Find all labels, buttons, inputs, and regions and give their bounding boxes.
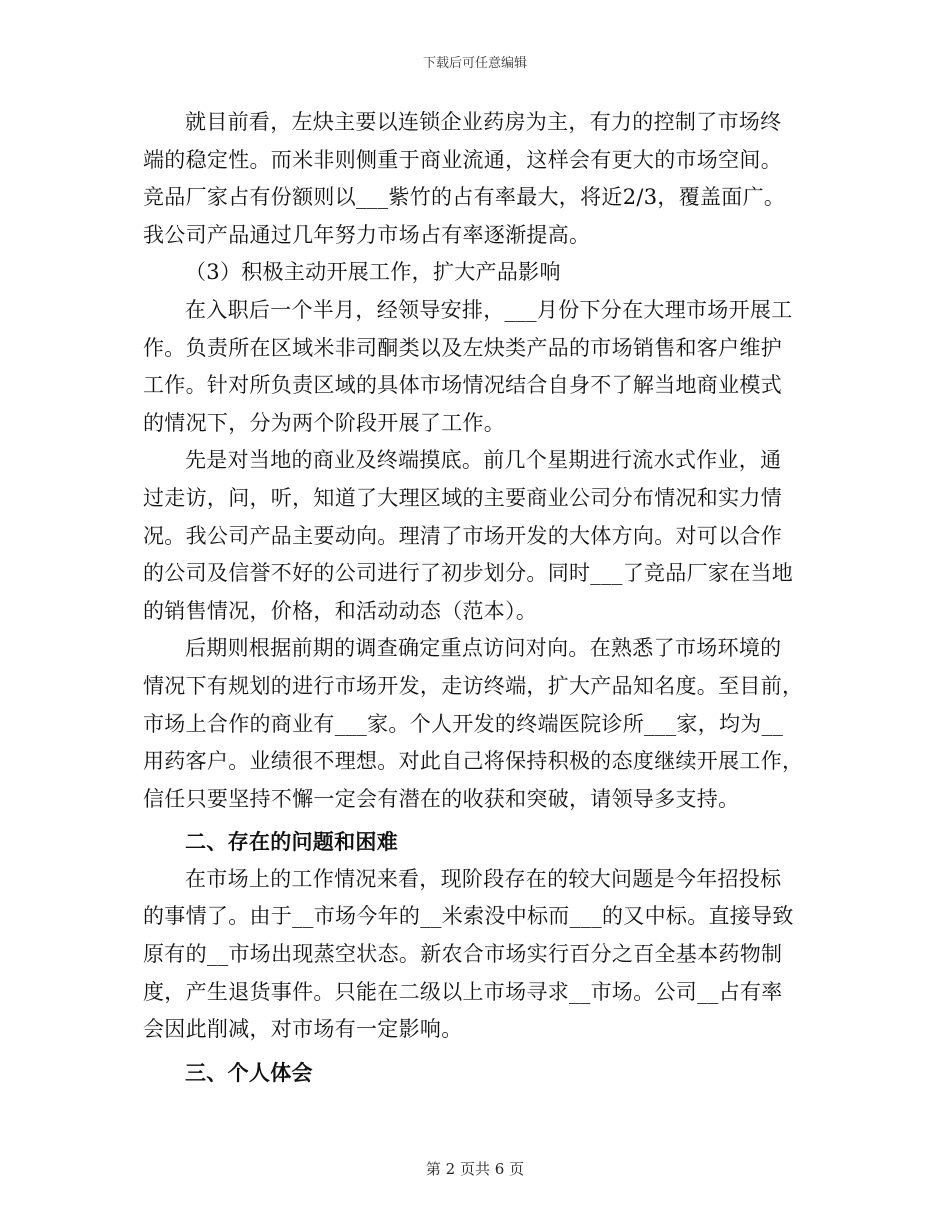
paragraph-line: 信任只要坚持不懈一定会有潜在的收获和突破，请领导多支持。 — [143, 786, 740, 811]
paragraph-line: 的情况下，分为两个阶段开展了工作。 — [143, 410, 506, 435]
page-header: 下载后可任意编辑 — [422, 56, 527, 71]
section-heading: 三、个人体会 — [185, 1059, 313, 1085]
document-body — [143, 104, 809, 1091]
paragraph-line: 竞品厂家占有份额则以___紫竹的占有率最大，将近2/3，覆盖面广。 — [143, 185, 786, 210]
paragraph-line: 市场上合作的商业有___家。个人开发的终端医院诊所___家，均为__ — [143, 711, 784, 736]
paragraph-line: 就目前看，左炔主要以连锁企业药房为主，有力的控制了市场终 — [185, 110, 782, 134]
paragraph-line: 过走访，问，听，知道了大理区域的主要商业公司分布情况和实力情 — [143, 485, 782, 510]
paragraph-line: 情况下有规划的进行市场开发，走访终端，扩大产品知名度。至目前， — [143, 673, 804, 698]
paragraph-line: 作。负责所在区域米非司酮类以及左炔类产品的市场销售和客户维护 — [143, 335, 782, 360]
paragraph-line: 先是对当地的商业及终端摸底。前几个星期进行流水式作业，通 — [185, 448, 782, 473]
paragraph-line: 况。我公司产品主要动向。理清了市场开发的大体方向。对可以合作 — [143, 523, 782, 548]
paragraph-line: 我公司产品通过几年努力市场占有率逐渐提高。 — [143, 222, 591, 247]
paragraph-line: 工作。针对所负责区域的具体市场情况结合自身不了解当地商业模式 — [143, 373, 782, 398]
paragraph-line: 的事情了。由于__市场今年的__米索没中标而___的又中标。直接导致 — [143, 904, 794, 929]
paragraph-line: 用药客户。业绩很不理想。对此自己将保持积极的态度继续开展工作， — [143, 749, 804, 774]
paragraph-line: 会因此削减，对市场有一定影响。 — [143, 1017, 463, 1042]
paragraph-line: 度，产生退货事件。只能在二级以上市场寻求__市场。公司__占有率 — [143, 979, 783, 1004]
paragraph-line: 在入职后一个半月，经领导安排，___月份下分在大理市场开展工 — [185, 297, 793, 322]
paragraph-line: 的公司及信誉不好的公司进行了初步划分。同时___了竞品厂家在当地 — [143, 561, 794, 586]
section-heading: 二、存在的问题和困难 — [185, 829, 398, 855]
paragraph-line: 的销售情况，价格，和活动动态（范本）。 — [143, 598, 538, 623]
paragraph-line: 后期则根据前期的调查确定重点访问对向。在熟悉了市场环境的 — [185, 636, 782, 661]
page-footer: 第 2 页共 6 页 — [425, 1160, 525, 1178]
paragraph-line: 原有的__市场出现蒸空状态。新农合市场实行百分之百全基本药物制 — [143, 942, 783, 967]
subsection-title: （3）积极主动开展工作，扩大产品影响 — [185, 260, 561, 285]
paragraph-line: 在市场上的工作情况来看，现阶段存在的较大问题是今年招投标 — [185, 866, 782, 891]
paragraph-line: 端的稳定性。而米非则侧重于商业流通，这样会有更大的市场空间。 — [143, 147, 782, 172]
